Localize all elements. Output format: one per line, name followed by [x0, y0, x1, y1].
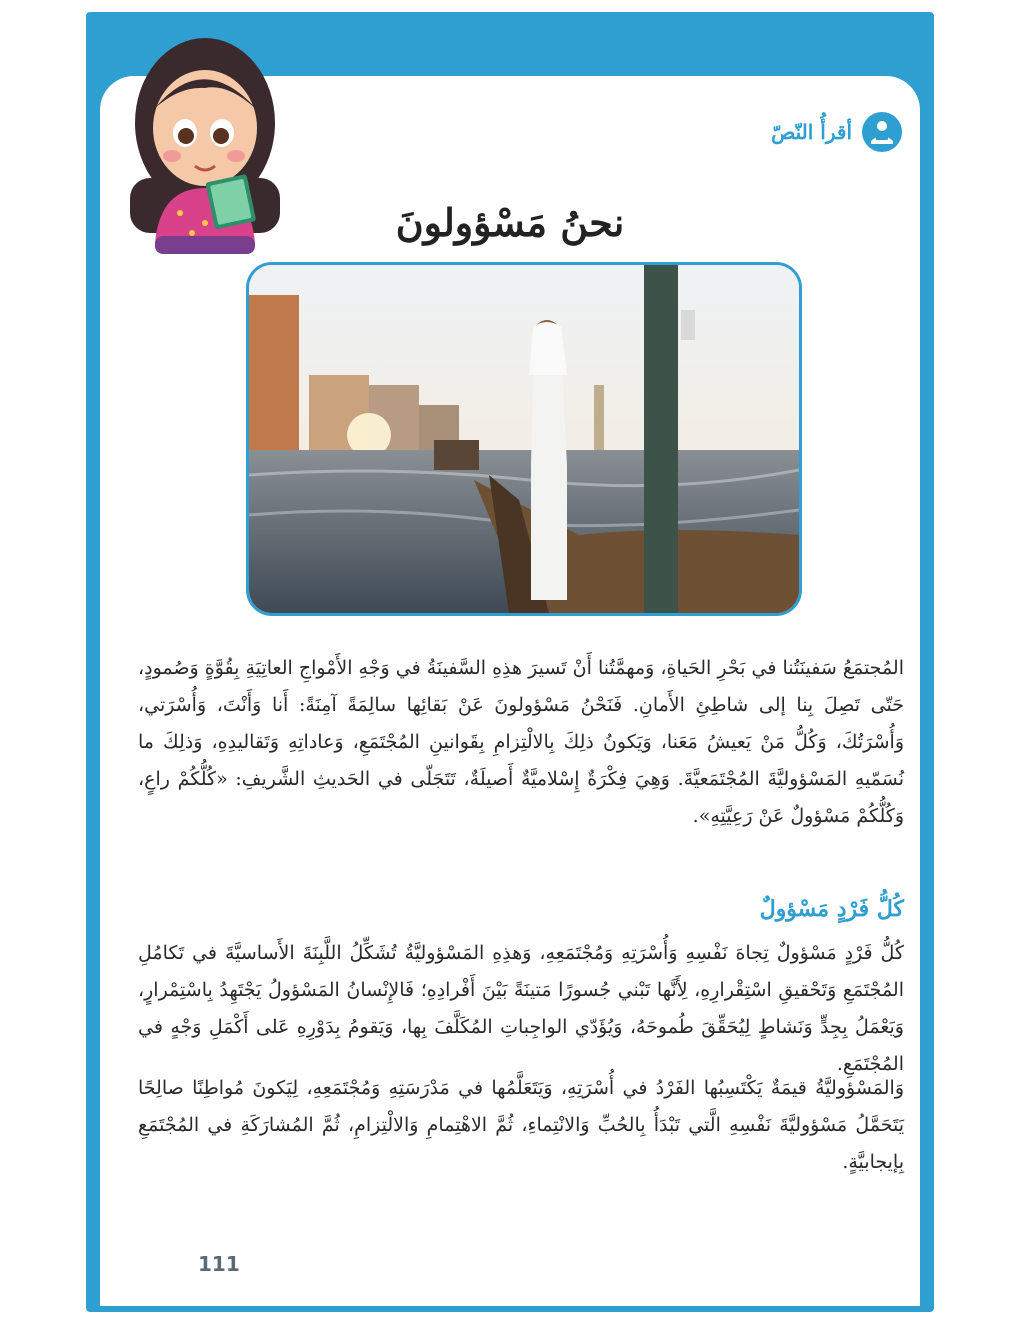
section-label: أقرأُ النّصّ [771, 120, 852, 144]
page-title: نحنُ مَسْؤولونَ [395, 200, 625, 246]
reading-person-icon [862, 112, 902, 152]
subheading: كُلُّ فَرْدٍ مَسْؤولٌ [759, 896, 904, 922]
intro-paragraph: المُجتمَعُ سَفينَتُنا في بَحْرِ الحَياةِ، وَمهمَّتُنا أَنْ تَسيرَ هذِهِ السَّفينَةُ في وَجْهِ الأَمْواجِ العاتِيَةِ بِقُوَّةٍ وَصُمودٍ، حَتّى تَصِلَ بِنا إلى شاطِئِ الأَمانِ. فَنَحْنُ مَسْؤولونَ عَنْ بَقائِها سالِمَةً آمِنَةً: أَنا وَأَنْتَ، وَأُسْرَتي، وَأُسْرَتُكَ، وَكُلُّ مَنْ يَعيشُ مَعَنا، وَيَكونُ ذلِكَ بِالالْتِزامِ بِقَوانينِ المُجْتَمَعِ، وَعاداتِهِ وَتَقاليدِهِ، وَذلِكَ ما نُسَمّيهِ المَسْؤوليَّةَ المُجْتَمَعيَّةَ. وَهِيَ فِكْرَةٌ إِسْلاميَّةٌ أَصيلَةٌ، تَتَجَلّى في الحَديثِ الشَّريفِ: «كُلُّكُمْ راعٍ، وَكُلُّكُمْ مَسْؤولٌ عَنْ رَعِيَّتِهِ». [138, 657, 904, 827]
value-paragraph: وَالمَسْؤوليَّةُ قيمَةٌ يَكْتَسِبُها الفَرْدُ في أُسْرَتِهِ، وَيَتَعَلَّمُها في مَدْرَسَتِهِ وَمُجْتَمَعِهِ، لِيَكونَ مُواطِنًا صالِحًا يَتَحَمَّلُ مَسْؤوليَّةَ نَفْسِهِ الَّتي تَبْدَأُ بِالحُبِّ وَالانْتِماءِ، ثُمَّ الاهْتِمامِ وَالالْتِزامِ، ثُمَّ المُشارَكَةِ في المُجْتَمَعِ بِإيجابيَّةٍ. [138, 1077, 904, 1173]
girl-reading-illustration [110, 28, 280, 258]
page-number: 111 [198, 1252, 240, 1276]
individual-paragraph: كُلُّ فَرْدٍ مَسْؤولٌ تِجاهَ نَفْسِهِ وَأُسْرَتِهِ وَمُجْتَمَعِهِ، وَهذِهِ المَسْؤوليَّةُ تُشَكِّلُ اللَّبِنَةَ الأَساسيَّةَ في تَكامُلِ المُجْتَمَعِ وَتَحْقيقِ اسْتِقْرارِهِ، لِأَنَّها تَبْني جُسورًا مَتينَةً بَيْنَ أَفْرادِهِ؛ فَالإِنْسانُ المَسْؤولُ يَجْتَهِدُ بِاسْتِمْرارٍ، وَيَعْمَلُ بِجِدٍّ وَنَشاطٍ لِيُحَقِّقَ طُموحَهُ، وَيُؤَدّي الواجِباتِ المُكَلَّفَ بِها، وَيَقومُ بِدَوْرِهِ عَلى أَكْمَلِ وَجْهٍ في المُجْتَمَعِ. [138, 942, 904, 1075]
dhow-photo [246, 262, 802, 616]
section-header [771, 112, 902, 152]
